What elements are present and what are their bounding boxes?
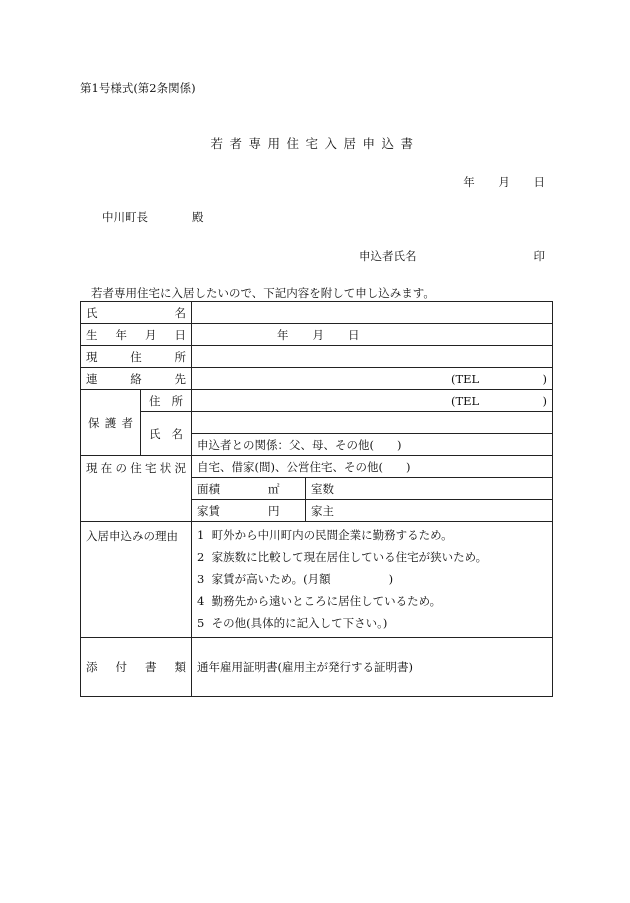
guardian-name-label: 氏 名	[141, 412, 192, 456]
area-field[interactable]	[192, 478, 306, 500]
birth-month-label: 月	[312, 327, 324, 342]
row-birthdate	[81, 324, 553, 346]
current-address-label: 現 住 所	[81, 346, 192, 368]
contact-tel: (TEL )	[451, 371, 547, 386]
rent-label: 家賃	[197, 503, 220, 518]
attachments-label: 添 付 書 類	[81, 638, 192, 697]
rooms-label: 室数	[311, 481, 334, 496]
row-housing-type	[81, 456, 553, 478]
guardian-address-field[interactable]	[192, 390, 553, 412]
application-date	[463, 177, 545, 189]
attachments-field: 通年雇用証明書(雇用主が発行する証明書)	[192, 638, 553, 697]
name-field[interactable]	[192, 302, 553, 324]
landlord-field[interactable]	[306, 500, 553, 522]
reason-option-2[interactable]: 2 家族数に比較して現在居住している住宅が狭いため。	[197, 550, 488, 564]
rent-unit: 円	[268, 503, 280, 518]
rent-field[interactable]	[192, 500, 306, 522]
date-year-label: 年	[463, 175, 475, 189]
row-contact	[81, 368, 553, 390]
honorific: 殿	[192, 210, 204, 224]
application-form-table	[80, 301, 553, 697]
reason-label: 入居申込みの理由	[81, 522, 192, 638]
rooms-field[interactable]	[306, 478, 553, 500]
reason-option-1[interactable]: 1 町外から中川町内の民間企業に勤務するため。	[197, 528, 453, 542]
form-number: 第1号様式(第2条関係)	[80, 81, 196, 95]
guardian-address-label: 住 所	[141, 390, 192, 412]
contact-field[interactable]	[192, 368, 553, 390]
birthdate-label: 生 年 月 日	[81, 324, 192, 346]
document-title: 若者専用住宅入居申込書	[210, 136, 420, 151]
name-label: 氏 名	[81, 302, 192, 324]
reason-option-3[interactable]: 3 家賃が高いため。(月額 )	[197, 572, 394, 586]
row-guardian-name	[81, 412, 553, 434]
birth-year-label: 年	[277, 327, 289, 342]
row-name	[81, 302, 553, 324]
applicant-name-label: 申込者氏名	[359, 249, 417, 263]
housing-type-field[interactable]: 自宅、借家(間)、公営住宅、その他( )	[192, 456, 553, 478]
contact-label: 連 絡 先	[81, 368, 192, 390]
addressee	[102, 212, 204, 224]
row-current-address	[81, 346, 553, 368]
current-address-field[interactable]	[192, 346, 553, 368]
reason-option-4[interactable]: 4 勤務先から遠いところに居住しているため。	[197, 594, 442, 608]
addressee-name: 中川町長	[102, 210, 148, 224]
birth-day-label: 日	[348, 327, 360, 342]
row-reason	[81, 522, 553, 638]
reason-options	[192, 522, 553, 638]
reason-option-5[interactable]: 5 その他(具体的に記入して下さい。)	[197, 616, 388, 630]
area-label: 面積	[197, 481, 220, 496]
area-unit: ㎡	[268, 481, 280, 496]
housing-status-label: 現 在 の 住 宅 状 況	[81, 456, 192, 522]
relationship-field[interactable]: 申込者との関係：父、母、その他( )	[192, 434, 553, 456]
guardian-name-field[interactable]	[192, 412, 553, 434]
row-attachments	[81, 638, 553, 697]
date-day-label: 日	[533, 175, 545, 189]
date-month-label: 月	[498, 175, 510, 189]
guardian-label: 保 護 者	[81, 390, 141, 456]
birthdate-field[interactable]	[192, 324, 553, 346]
row-guardian-address	[81, 390, 553, 412]
intro-text: 若者専用住宅に入居したいので、下記内容を附して申し込みます。	[91, 286, 435, 300]
landlord-label: 家主	[311, 503, 334, 518]
seal-mark: 印	[533, 249, 545, 263]
guardian-tel: (TEL )	[451, 393, 547, 408]
